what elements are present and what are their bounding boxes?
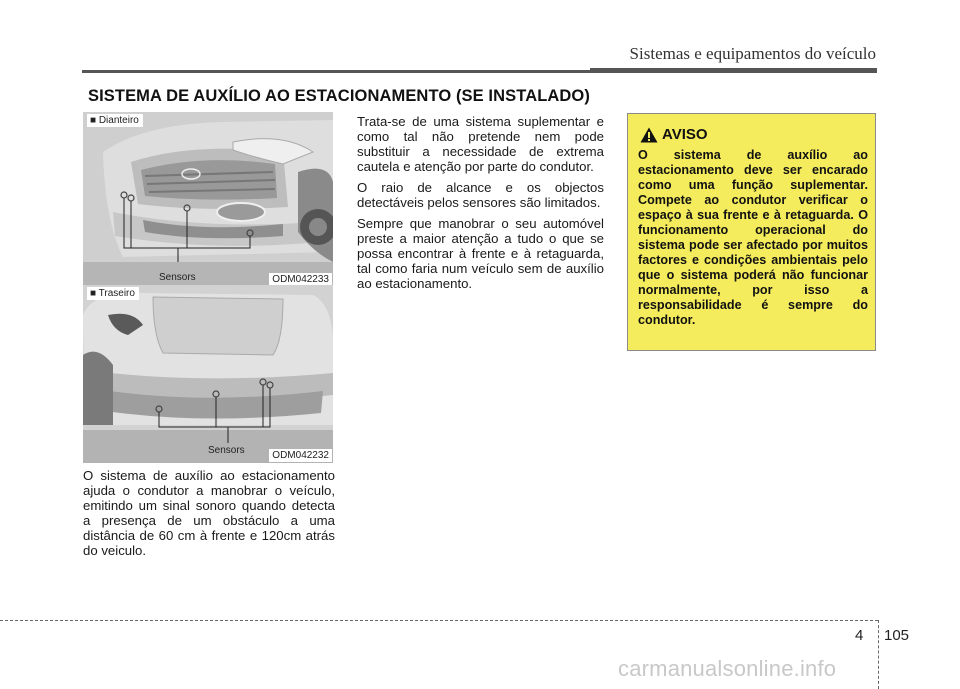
watermark: carmanualsonline.info <box>618 656 837 681</box>
supplementary-paragraph: Trata-se de uma sistema suplementar e como tal não pretende nem pode substituir a necessidade de extrema cautela e atenção por parte do condutor. <box>357 114 604 174</box>
rear-figure-tag: ■ Traseiro <box>87 287 139 300</box>
chapter-number: 4 <box>855 627 864 644</box>
range-paragraph: O raio de alcance e os objectos detectáveis pelos sensores são limitados. <box>357 180 604 210</box>
section-title: SISTEMA DE AUXÍLIO AO ESTACIONAMENTO (SE INSTALADO) <box>88 87 590 105</box>
intro-paragraph: O sistema de auxílio ao estacionamento ajuda o condutor a manobrar o veículo, emitindo um sinal sonoro quando detecta a presença de um obstáculo a uma distância de 60 cm à frente e 120cm atrás do veiculo. <box>83 468 335 558</box>
front-sensors-label: Sensors <box>159 272 196 283</box>
warning-title: AVISO <box>662 126 708 143</box>
front-sensors-figure <box>83 112 333 287</box>
footer-divider <box>878 620 879 689</box>
column-1-text <box>83 468 335 564</box>
chapter-title: Sistemas e equipamentos do veículo <box>629 44 876 63</box>
page-number: 105 <box>884 627 910 644</box>
front-figure-tag: ■ Dianteiro <box>87 114 143 127</box>
header-rule-accent <box>590 68 877 73</box>
warning-text: O sistema de auxílio ao estacionamento deve ser encarado como uma função suplementar. Compete ao condutor verificar o espaço à sua frente e à retaguarda. O funcionamento operacional do sistema pode ser afectado por muitos factores e condições ambientais pelo que o sistema poderá não funcionar normalmente, por isso a responsabilidade é sempre do condutor. <box>638 148 868 327</box>
rear-sensors-figure <box>83 285 333 463</box>
rear-sensors-label: Sensors <box>208 445 245 456</box>
rear-figure-code: ODM042232 <box>269 449 332 462</box>
warning-triangle-icon <box>640 127 658 143</box>
front-car-illustration <box>83 112 333 287</box>
front-figure-code: ODM042233 <box>269 273 332 286</box>
warning-box <box>627 113 876 351</box>
footer-rule <box>0 620 878 621</box>
rear-car-illustration <box>83 285 333 463</box>
warning-header <box>640 126 708 143</box>
caution-paragraph: Sempre que manobrar o seu automóvel preste a maior atenção a tudo o que se possa encontrar à frente e à retaguarda, tal como faria num veículo sem de auxílio ao estacionamento. <box>357 216 604 291</box>
column-2-text <box>357 114 604 297</box>
